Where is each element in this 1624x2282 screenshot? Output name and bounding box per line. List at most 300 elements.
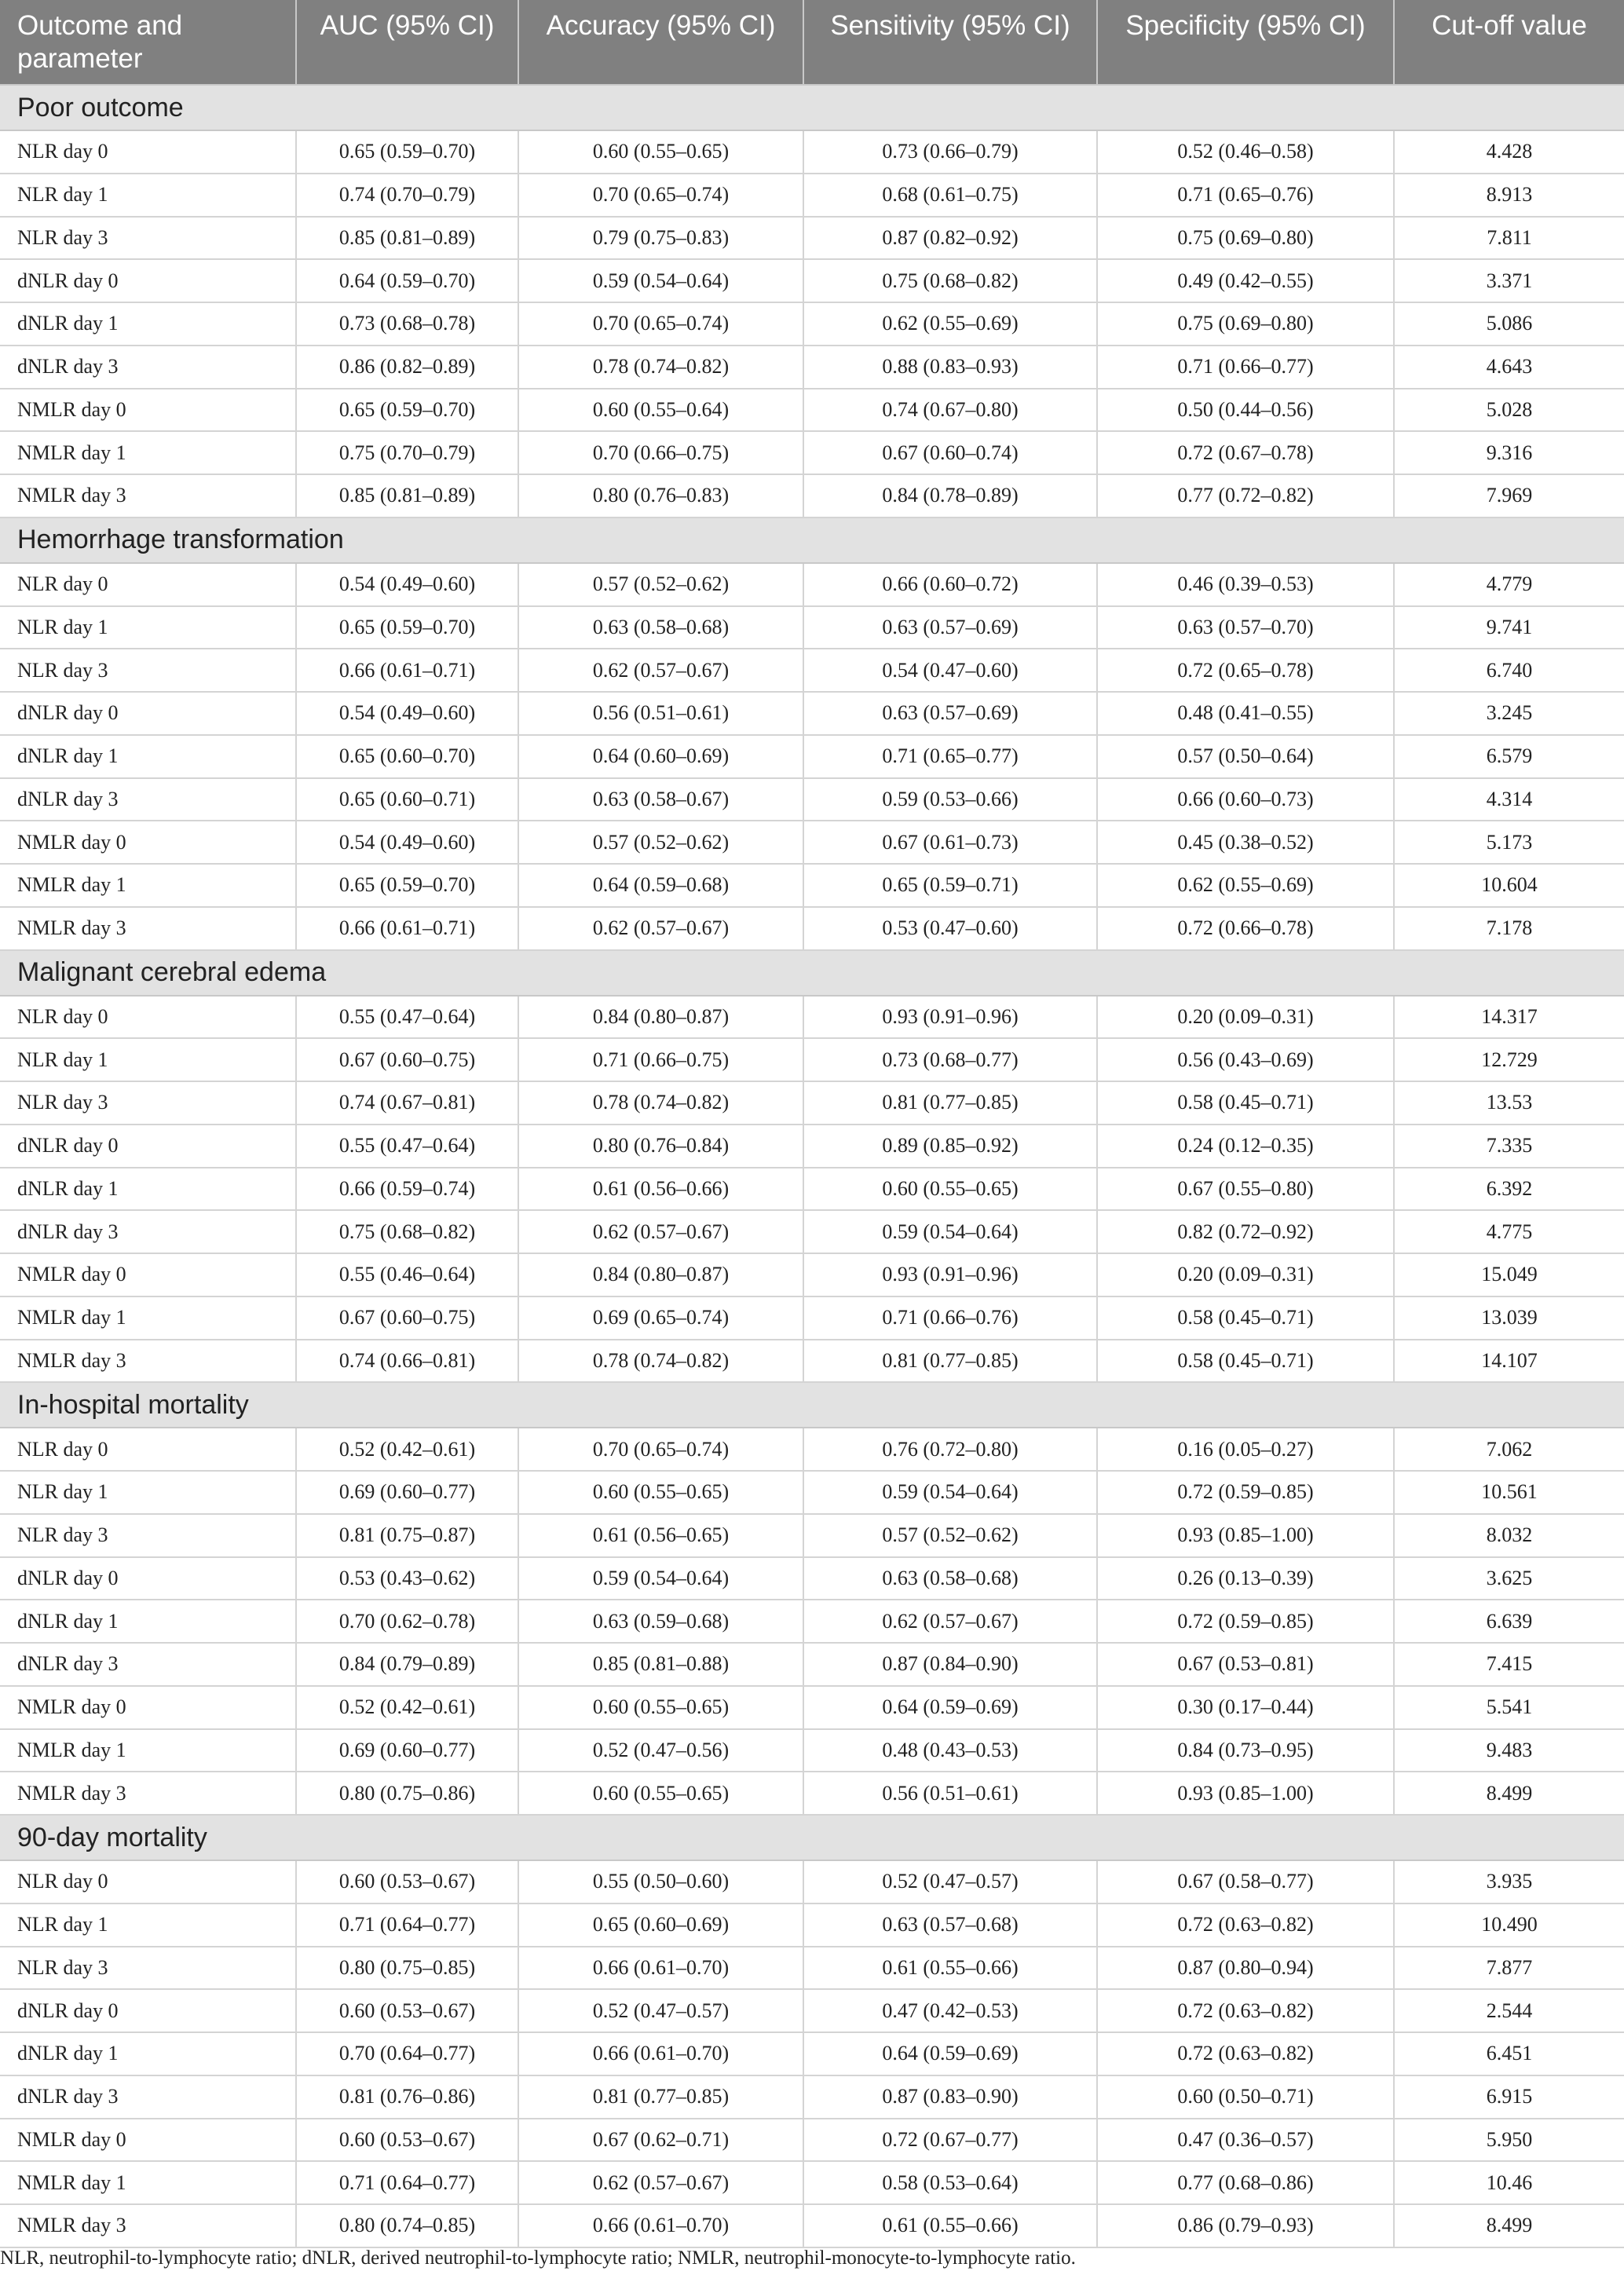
auc-cell: 0.66 (0.61–0.71) — [296, 907, 518, 950]
parameter-cell: NMLR day 0 — [0, 1253, 296, 1296]
section-row — [0, 950, 1624, 996]
table-row — [0, 778, 1624, 821]
auc-cell: 0.70 (0.64–0.77) — [296, 2032, 518, 2075]
auc-cell: 0.69 (0.60–0.77) — [296, 1729, 518, 1772]
cutoff-cell: 4.314 — [1394, 778, 1624, 821]
parameter-cell: NLR day 1 — [0, 1471, 296, 1514]
cutoff-cell: 5.173 — [1394, 821, 1624, 864]
specificity-cell: 0.72 (0.63–0.82) — [1097, 1989, 1394, 2032]
cutoff-cell: 6.740 — [1394, 649, 1624, 692]
cutoff-cell: 8.499 — [1394, 1772, 1624, 1815]
cutoff-cell: 6.392 — [1394, 1168, 1624, 1211]
accuracy-cell: 0.63 (0.58–0.68) — [518, 606, 803, 649]
sensitivity-cell: 0.65 (0.59–0.71) — [803, 864, 1097, 907]
table-row — [0, 1125, 1624, 1168]
parameter-cell: NLR day 0 — [0, 1428, 296, 1471]
accuracy-cell: 0.80 (0.76–0.83) — [518, 474, 803, 517]
auc-cell: 0.65 (0.59–0.70) — [296, 606, 518, 649]
parameter-cell: NLR day 1 — [0, 606, 296, 649]
parameter-cell: NLR day 0 — [0, 1860, 296, 1903]
accuracy-cell: 0.52 (0.47–0.57) — [518, 1989, 803, 2032]
specificity-cell: 0.56 (0.43–0.69) — [1097, 1038, 1394, 1081]
auc-cell: 0.55 (0.46–0.64) — [296, 1253, 518, 1296]
parameter-cell: NLR day 3 — [0, 217, 296, 260]
sensitivity-cell: 0.64 (0.59–0.69) — [803, 2032, 1097, 2075]
section-row — [0, 1815, 1624, 1860]
auc-cell: 0.65 (0.59–0.70) — [296, 130, 518, 174]
specificity-cell: 0.57 (0.50–0.64) — [1097, 735, 1394, 778]
specificity-cell: 0.63 (0.57–0.70) — [1097, 606, 1394, 649]
auc-cell: 0.54 (0.49–0.60) — [296, 563, 518, 606]
cutoff-cell: 14.317 — [1394, 996, 1624, 1039]
accuracy-cell: 0.62 (0.57–0.67) — [518, 2161, 803, 2204]
parameter-cell: NLR day 3 — [0, 1081, 296, 1125]
accuracy-cell: 0.60 (0.55–0.65) — [518, 1471, 803, 1514]
sensitivity-cell: 0.74 (0.67–0.80) — [803, 389, 1097, 432]
accuracy-cell: 0.62 (0.57–0.67) — [518, 907, 803, 950]
table-row — [0, 1514, 1624, 1557]
auc-cell: 0.67 (0.60–0.75) — [296, 1296, 518, 1340]
cutoff-cell: 10.490 — [1394, 1903, 1624, 1947]
cutoff-cell: 8.032 — [1394, 1514, 1624, 1557]
section-row — [0, 517, 1624, 563]
table-row — [0, 2204, 1624, 2247]
sensitivity-cell: 0.87 (0.82–0.92) — [803, 217, 1097, 260]
sensitivity-cell: 0.63 (0.58–0.68) — [803, 1557, 1097, 1600]
auc-cell: 0.52 (0.42–0.61) — [296, 1428, 518, 1471]
table-row — [0, 1989, 1624, 2032]
specificity-cell: 0.93 (0.85–1.00) — [1097, 1514, 1394, 1557]
cutoff-cell: 2.544 — [1394, 1989, 1624, 2032]
parameter-cell: dNLR day 1 — [0, 1600, 296, 1643]
auc-cell: 0.81 (0.76–0.86) — [296, 2075, 518, 2119]
cutoff-cell: 9.741 — [1394, 606, 1624, 649]
auc-cell: 0.74 (0.67–0.81) — [296, 1081, 518, 1125]
cutoff-cell: 5.950 — [1394, 2119, 1624, 2162]
sensitivity-cell: 0.54 (0.47–0.60) — [803, 649, 1097, 692]
cutoff-cell: 10.604 — [1394, 864, 1624, 907]
auc-cell: 0.81 (0.75–0.87) — [296, 1514, 518, 1557]
auc-cell: 0.52 (0.42–0.61) — [296, 1686, 518, 1729]
specificity-cell: 0.72 (0.65–0.78) — [1097, 649, 1394, 692]
sensitivity-cell: 0.68 (0.61–0.75) — [803, 174, 1097, 217]
specificity-cell: 0.72 (0.63–0.82) — [1097, 2032, 1394, 2075]
table-row — [0, 821, 1624, 864]
cutoff-cell: 10.561 — [1394, 1471, 1624, 1514]
specificity-cell: 0.87 (0.80–0.94) — [1097, 1947, 1394, 1990]
table-row — [0, 649, 1624, 692]
cutoff-cell: 8.913 — [1394, 174, 1624, 217]
table-row — [0, 1038, 1624, 1081]
parameter-cell: dNLR day 1 — [0, 2032, 296, 2075]
accuracy-cell: 0.69 (0.65–0.74) — [518, 1296, 803, 1340]
auc-cell: 0.54 (0.49–0.60) — [296, 821, 518, 864]
table-row — [0, 1210, 1624, 1253]
parameter-cell: dNLR day 1 — [0, 302, 296, 346]
parameter-cell: NMLR day 0 — [0, 821, 296, 864]
accuracy-cell: 0.78 (0.74–0.82) — [518, 1340, 803, 1383]
accuracy-cell: 0.70 (0.65–0.74) — [518, 302, 803, 346]
auc-cell: 0.84 (0.79–0.89) — [296, 1643, 518, 1686]
cutoff-cell: 12.729 — [1394, 1038, 1624, 1081]
auc-cell: 0.71 (0.64–0.77) — [296, 2161, 518, 2204]
table-header — [0, 0, 1624, 85]
parameter-cell: dNLR day 3 — [0, 346, 296, 389]
cutoff-cell: 6.451 — [1394, 2032, 1624, 2075]
table-row — [0, 563, 1624, 606]
accuracy-cell: 0.78 (0.74–0.82) — [518, 346, 803, 389]
parameter-cell: NMLR day 1 — [0, 1296, 296, 1340]
cutoff-cell: 10.46 — [1394, 2161, 1624, 2204]
sensitivity-cell: 0.62 (0.57–0.67) — [803, 1600, 1097, 1643]
cutoff-cell: 5.028 — [1394, 389, 1624, 432]
table-row — [0, 1729, 1624, 1772]
auc-cell: 0.65 (0.59–0.70) — [296, 389, 518, 432]
table-row — [0, 1903, 1624, 1947]
accuracy-cell: 0.59 (0.54–0.64) — [518, 259, 803, 302]
auc-cell: 0.80 (0.75–0.85) — [296, 1947, 518, 1990]
cutoff-cell: 6.915 — [1394, 2075, 1624, 2119]
auc-cell: 0.73 (0.68–0.78) — [296, 302, 518, 346]
sensitivity-cell: 0.81 (0.77–0.85) — [803, 1081, 1097, 1125]
auc-cell: 0.60 (0.53–0.67) — [296, 2119, 518, 2162]
parameter-cell: NLR day 0 — [0, 996, 296, 1039]
auc-cell: 0.86 (0.82–0.89) — [296, 346, 518, 389]
sensitivity-cell: 0.73 (0.66–0.79) — [803, 130, 1097, 174]
auc-cell: 0.65 (0.60–0.70) — [296, 735, 518, 778]
table-row — [0, 130, 1624, 174]
header-sensitivity: Sensitivity (95% CI) — [803, 0, 1097, 85]
specificity-cell: 0.58 (0.45–0.71) — [1097, 1081, 1394, 1125]
cutoff-cell: 14.107 — [1394, 1340, 1624, 1383]
accuracy-cell: 0.65 (0.60–0.69) — [518, 1903, 803, 1947]
table-row — [0, 735, 1624, 778]
table-row — [0, 1860, 1624, 1903]
specificity-cell: 0.72 (0.66–0.78) — [1097, 907, 1394, 950]
parameter-cell: dNLR day 0 — [0, 1989, 296, 2032]
table-row — [0, 996, 1624, 1039]
sensitivity-cell: 0.59 (0.53–0.66) — [803, 778, 1097, 821]
table-row — [0, 431, 1624, 474]
table-row — [0, 1471, 1624, 1514]
accuracy-cell: 0.66 (0.61–0.70) — [518, 2032, 803, 2075]
sensitivity-cell: 0.87 (0.83–0.90) — [803, 2075, 1097, 2119]
auc-cell: 0.67 (0.60–0.75) — [296, 1038, 518, 1081]
auc-cell: 0.54 (0.49–0.60) — [296, 692, 518, 735]
cutoff-cell: 8.499 — [1394, 2204, 1624, 2247]
table-row — [0, 1340, 1624, 1383]
sensitivity-cell: 0.63 (0.57–0.69) — [803, 692, 1097, 735]
accuracy-cell: 0.64 (0.60–0.69) — [518, 735, 803, 778]
accuracy-cell: 0.85 (0.81–0.88) — [518, 1643, 803, 1686]
parameter-cell: NLR day 0 — [0, 130, 296, 174]
header-auc: AUC (95% CI) — [296, 0, 518, 85]
section-title: 90-day mortality — [0, 1815, 1624, 1860]
table-body — [0, 85, 1624, 2247]
sensitivity-cell: 0.48 (0.43–0.53) — [803, 1729, 1097, 1772]
specificity-cell: 0.47 (0.36–0.57) — [1097, 2119, 1394, 2162]
accuracy-cell: 0.80 (0.76–0.84) — [518, 1125, 803, 1168]
sensitivity-cell: 0.67 (0.61–0.73) — [803, 821, 1097, 864]
sensitivity-cell: 0.52 (0.47–0.57) — [803, 1860, 1097, 1903]
parameter-cell: NMLR day 1 — [0, 864, 296, 907]
cutoff-cell: 9.483 — [1394, 1729, 1624, 1772]
cutoff-cell: 4.428 — [1394, 130, 1624, 174]
table-row — [0, 174, 1624, 217]
sensitivity-cell: 0.71 (0.65–0.77) — [803, 735, 1097, 778]
parameter-cell: NMLR day 3 — [0, 907, 296, 950]
sensitivity-cell: 0.84 (0.78–0.89) — [803, 474, 1097, 517]
specificity-cell: 0.60 (0.50–0.71) — [1097, 2075, 1394, 2119]
parameter-cell: NMLR day 3 — [0, 1340, 296, 1383]
auc-cell: 0.53 (0.43–0.62) — [296, 1557, 518, 1600]
sensitivity-cell: 0.76 (0.72–0.80) — [803, 1428, 1097, 1471]
auc-cell: 0.85 (0.81–0.89) — [296, 474, 518, 517]
table-row — [0, 1428, 1624, 1471]
parameter-cell: dNLR day 0 — [0, 1557, 296, 1600]
specificity-cell: 0.72 (0.59–0.85) — [1097, 1600, 1394, 1643]
table-row — [0, 302, 1624, 346]
parameter-cell: NMLR day 3 — [0, 474, 296, 517]
specificity-cell: 0.67 (0.58–0.77) — [1097, 1860, 1394, 1903]
auc-cell: 0.65 (0.60–0.71) — [296, 778, 518, 821]
table-row — [0, 1686, 1624, 1729]
parameter-cell: NMLR day 0 — [0, 389, 296, 432]
table-row — [0, 2032, 1624, 2075]
parameter-cell: NLR day 3 — [0, 649, 296, 692]
accuracy-cell: 0.66 (0.61–0.70) — [518, 1947, 803, 1990]
specificity-cell: 0.49 (0.42–0.55) — [1097, 259, 1394, 302]
sensitivity-cell: 0.89 (0.85–0.92) — [803, 1125, 1097, 1168]
accuracy-cell: 0.60 (0.55–0.65) — [518, 1772, 803, 1815]
auc-cell: 0.70 (0.62–0.78) — [296, 1600, 518, 1643]
sensitivity-cell: 0.88 (0.83–0.93) — [803, 346, 1097, 389]
table-row — [0, 1168, 1624, 1211]
auc-cell: 0.65 (0.59–0.70) — [296, 864, 518, 907]
section-row — [0, 1382, 1624, 1428]
table-row — [0, 217, 1624, 260]
sensitivity-cell: 0.53 (0.47–0.60) — [803, 907, 1097, 950]
sensitivity-cell: 0.75 (0.68–0.82) — [803, 259, 1097, 302]
specificity-cell: 0.67 (0.53–0.81) — [1097, 1643, 1394, 1686]
accuracy-cell: 0.66 (0.61–0.70) — [518, 2204, 803, 2247]
cutoff-cell: 6.579 — [1394, 735, 1624, 778]
auc-cell: 0.74 (0.66–0.81) — [296, 1340, 518, 1383]
section-title: Hemorrhage transformation — [0, 517, 1624, 563]
cutoff-cell: 3.245 — [1394, 692, 1624, 735]
parameter-cell: NMLR day 3 — [0, 2204, 296, 2247]
cutoff-cell: 3.935 — [1394, 1860, 1624, 1903]
specificity-cell: 0.30 (0.17–0.44) — [1097, 1686, 1394, 1729]
cutoff-cell: 4.779 — [1394, 563, 1624, 606]
accuracy-cell: 0.61 (0.56–0.66) — [518, 1168, 803, 1211]
table-row — [0, 692, 1624, 735]
specificity-cell: 0.72 (0.59–0.85) — [1097, 1471, 1394, 1514]
cutoff-cell: 7.969 — [1394, 474, 1624, 517]
cutoff-cell: 5.086 — [1394, 302, 1624, 346]
sensitivity-cell: 0.61 (0.55–0.66) — [803, 1947, 1097, 1990]
specificity-cell: 0.75 (0.69–0.80) — [1097, 217, 1394, 260]
table-row — [0, 474, 1624, 517]
parameter-cell: NMLR day 0 — [0, 2119, 296, 2162]
section-title: In-hospital mortality — [0, 1382, 1624, 1428]
specificity-cell: 0.58 (0.45–0.71) — [1097, 1340, 1394, 1383]
accuracy-cell: 0.64 (0.59–0.68) — [518, 864, 803, 907]
specificity-cell: 0.46 (0.39–0.53) — [1097, 563, 1394, 606]
auc-cell: 0.69 (0.60–0.77) — [296, 1471, 518, 1514]
cutoff-cell: 5.541 — [1394, 1686, 1624, 1729]
sensitivity-cell: 0.71 (0.66–0.76) — [803, 1296, 1097, 1340]
header-row — [0, 0, 1624, 85]
specificity-cell: 0.16 (0.05–0.27) — [1097, 1428, 1394, 1471]
accuracy-cell: 0.59 (0.54–0.64) — [518, 1557, 803, 1600]
table-row — [0, 1947, 1624, 1990]
accuracy-cell: 0.60 (0.55–0.65) — [518, 1686, 803, 1729]
table-row — [0, 2075, 1624, 2119]
accuracy-cell: 0.81 (0.77–0.85) — [518, 2075, 803, 2119]
table-row — [0, 907, 1624, 950]
accuracy-cell: 0.57 (0.52–0.62) — [518, 563, 803, 606]
auc-cell: 0.60 (0.53–0.67) — [296, 1989, 518, 2032]
table-row — [0, 1600, 1624, 1643]
table-row — [0, 606, 1624, 649]
sensitivity-cell: 0.59 (0.54–0.64) — [803, 1471, 1097, 1514]
parameter-cell: dNLR day 3 — [0, 1643, 296, 1686]
auc-cell: 0.74 (0.70–0.79) — [296, 174, 518, 217]
parameter-cell: dNLR day 0 — [0, 1125, 296, 1168]
accuracy-cell: 0.62 (0.57–0.67) — [518, 649, 803, 692]
accuracy-cell: 0.67 (0.62–0.71) — [518, 2119, 803, 2162]
specificity-cell: 0.77 (0.72–0.82) — [1097, 474, 1394, 517]
table-row — [0, 1557, 1624, 1600]
accuracy-cell: 0.60 (0.55–0.65) — [518, 130, 803, 174]
specificity-cell: 0.52 (0.46–0.58) — [1097, 130, 1394, 174]
specificity-cell: 0.26 (0.13–0.39) — [1097, 1557, 1394, 1600]
specificity-cell: 0.45 (0.38–0.52) — [1097, 821, 1394, 864]
parameter-cell: NMLR day 0 — [0, 1686, 296, 1729]
parameter-cell: dNLR day 3 — [0, 778, 296, 821]
cutoff-cell: 7.335 — [1394, 1125, 1624, 1168]
sensitivity-cell: 0.60 (0.55–0.65) — [803, 1168, 1097, 1211]
accuracy-cell: 0.52 (0.47–0.56) — [518, 1729, 803, 1772]
specificity-cell: 0.24 (0.12–0.35) — [1097, 1125, 1394, 1168]
auc-cell: 0.66 (0.59–0.74) — [296, 1168, 518, 1211]
cutoff-cell: 3.371 — [1394, 259, 1624, 302]
section-row — [0, 85, 1624, 130]
parameter-cell: NLR day 1 — [0, 1903, 296, 1947]
specificity-cell: 0.86 (0.79–0.93) — [1097, 2204, 1394, 2247]
specificity-cell: 0.58 (0.45–0.71) — [1097, 1296, 1394, 1340]
specificity-cell: 0.66 (0.60–0.73) — [1097, 778, 1394, 821]
accuracy-cell: 0.71 (0.66–0.75) — [518, 1038, 803, 1081]
table-row — [0, 346, 1624, 389]
accuracy-cell: 0.78 (0.74–0.82) — [518, 1081, 803, 1125]
header-specificity: Specificity (95% CI) — [1097, 0, 1394, 85]
sensitivity-cell: 0.57 (0.52–0.62) — [803, 1514, 1097, 1557]
sensitivity-cell: 0.59 (0.54–0.64) — [803, 1210, 1097, 1253]
header-accuracy: Accuracy (95% CI) — [518, 0, 803, 85]
sensitivity-cell: 0.62 (0.55–0.69) — [803, 302, 1097, 346]
sensitivity-cell: 0.64 (0.59–0.69) — [803, 1686, 1097, 1729]
cutoff-cell: 4.643 — [1394, 346, 1624, 389]
specificity-cell: 0.67 (0.55–0.80) — [1097, 1168, 1394, 1211]
sensitivity-cell: 0.47 (0.42–0.53) — [803, 1989, 1097, 2032]
parameter-cell: dNLR day 0 — [0, 692, 296, 735]
header-outcome-parameter: Outcome and parameter — [0, 0, 296, 85]
cutoff-cell: 7.811 — [1394, 217, 1624, 260]
accuracy-cell: 0.70 (0.66–0.75) — [518, 431, 803, 474]
cutoff-cell: 3.625 — [1394, 1557, 1624, 1600]
sensitivity-cell: 0.93 (0.91–0.96) — [803, 996, 1097, 1039]
table-footnote: NLR, neutrophil-to-lymphocyte ratio; dNLR, derived neutrophil-to-lymphocyte ratio; NMLR, neutrophil-monocyte-to-lymphocyte ratio. — [0, 2247, 1076, 2269]
accuracy-cell: 0.84 (0.80–0.87) — [518, 996, 803, 1039]
cutoff-cell: 15.049 — [1394, 1253, 1624, 1296]
sensitivity-cell: 0.63 (0.57–0.68) — [803, 1903, 1097, 1947]
parameter-cell: NLR day 3 — [0, 1947, 296, 1990]
parameter-cell: dNLR day 3 — [0, 1210, 296, 1253]
table-row — [0, 1253, 1624, 1296]
accuracy-cell: 0.55 (0.50–0.60) — [518, 1860, 803, 1903]
specificity-cell: 0.72 (0.63–0.82) — [1097, 1903, 1394, 1947]
auc-cell: 0.55 (0.47–0.64) — [296, 1125, 518, 1168]
auc-cell: 0.60 (0.53–0.67) — [296, 1860, 518, 1903]
specificity-cell: 0.71 (0.65–0.76) — [1097, 174, 1394, 217]
table-row — [0, 1643, 1624, 1686]
specificity-cell: 0.48 (0.41–0.55) — [1097, 692, 1394, 735]
parameter-cell: dNLR day 1 — [0, 1168, 296, 1211]
specificity-cell: 0.50 (0.44–0.56) — [1097, 389, 1394, 432]
cutoff-cell: 7.877 — [1394, 1947, 1624, 1990]
section-title: Malignant cerebral edema — [0, 950, 1624, 996]
sensitivity-cell: 0.81 (0.77–0.85) — [803, 1340, 1097, 1383]
cutoff-cell: 9.316 — [1394, 431, 1624, 474]
table-row — [0, 1772, 1624, 1815]
table-row — [0, 1081, 1624, 1125]
specificity-cell: 0.20 (0.09–0.31) — [1097, 996, 1394, 1039]
specificity-cell: 0.71 (0.66–0.77) — [1097, 346, 1394, 389]
header-cutoff: Cut-off value — [1394, 0, 1624, 85]
table-row — [0, 259, 1624, 302]
parameter-cell: dNLR day 3 — [0, 2075, 296, 2119]
specificity-cell: 0.82 (0.72–0.92) — [1097, 1210, 1394, 1253]
parameter-cell: NMLR day 3 — [0, 1772, 296, 1815]
accuracy-cell: 0.62 (0.57–0.67) — [518, 1210, 803, 1253]
accuracy-cell: 0.70 (0.65–0.74) — [518, 174, 803, 217]
auc-cell: 0.55 (0.47–0.64) — [296, 996, 518, 1039]
specificity-cell: 0.72 (0.67–0.78) — [1097, 431, 1394, 474]
cutoff-cell: 7.062 — [1394, 1428, 1624, 1471]
cutoff-cell: 7.178 — [1394, 907, 1624, 950]
sensitivity-cell: 0.72 (0.67–0.77) — [803, 2119, 1097, 2162]
auc-cell: 0.75 (0.68–0.82) — [296, 1210, 518, 1253]
specificity-cell: 0.20 (0.09–0.31) — [1097, 1253, 1394, 1296]
parameter-cell: NLR day 1 — [0, 1038, 296, 1081]
sensitivity-cell: 0.73 (0.68–0.77) — [803, 1038, 1097, 1081]
parameter-cell: NMLR day 1 — [0, 2161, 296, 2204]
auc-cell: 0.64 (0.59–0.70) — [296, 259, 518, 302]
sensitivity-cell: 0.87 (0.84–0.90) — [803, 1643, 1097, 1686]
cutoff-cell: 13.039 — [1394, 1296, 1624, 1340]
specificity-cell: 0.93 (0.85–1.00) — [1097, 1772, 1394, 1815]
accuracy-cell: 0.84 (0.80–0.87) — [518, 1253, 803, 1296]
parameter-cell: NMLR day 1 — [0, 431, 296, 474]
accuracy-cell: 0.79 (0.75–0.83) — [518, 217, 803, 260]
table-row — [0, 389, 1624, 432]
cutoff-cell: 13.53 — [1394, 1081, 1624, 1125]
table-row — [0, 2161, 1624, 2204]
accuracy-cell: 0.57 (0.52–0.62) — [518, 821, 803, 864]
sensitivity-cell: 0.93 (0.91–0.96) — [803, 1253, 1097, 1296]
